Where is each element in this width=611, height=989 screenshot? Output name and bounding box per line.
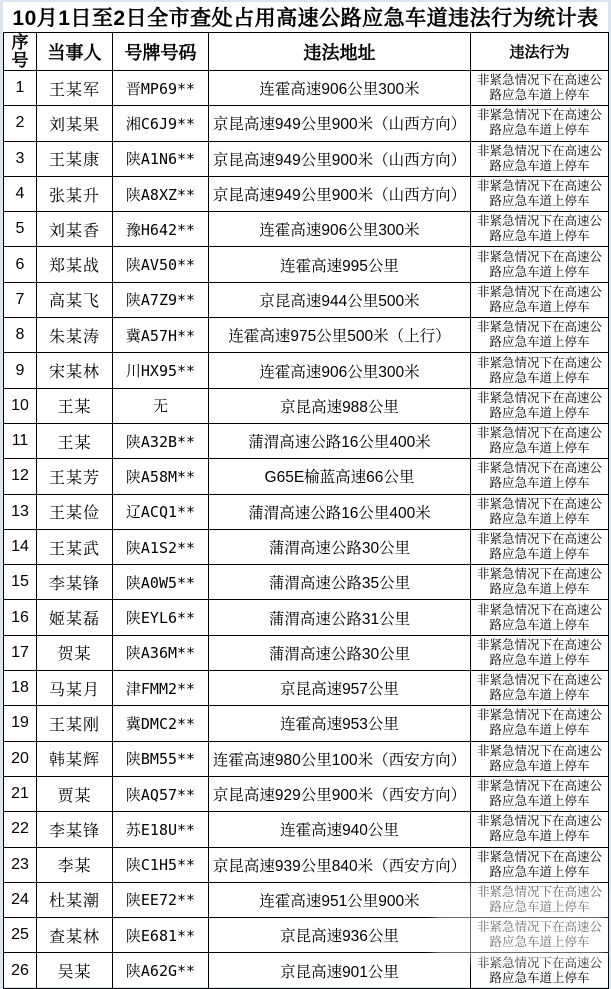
table-row [4,212,609,247]
violation-behavior-cell: 非紧急情况下在高速公路应急车道上停车 [471,847,609,882]
serial-number-cell: 25 [4,918,37,953]
party-name-cell: 姬某磊 [37,600,113,635]
violation-address-cell: 京昆高速988公里 [209,388,471,423]
party-name-cell: 刘某果 [37,106,113,141]
plate-number-cell: 津FMM2** [113,671,209,706]
violation-address-cell: 连霍高速975公里500米（上行） [209,318,471,353]
header-row [4,33,609,71]
plate-number-cell: 陕AQ57** [113,776,209,811]
party-name-cell: 王某武 [37,529,113,564]
violation-behavior-cell: 非紧急情况下在高速公路应急车道上停车 [471,882,609,917]
violation-address-cell: 京昆高速949公里900米（山西方向） [209,176,471,211]
plate-number-cell: 陕A1S2** [113,529,209,564]
violation-behavior-cell: 非紧急情况下在高速公路应急车道上停车 [471,953,609,988]
header-serial-number: 序号 [4,33,37,71]
serial-number-cell: 4 [4,176,37,211]
party-name-cell: 王某 [37,423,113,458]
violation-address-cell: 蒲渭高速公路16公里400米 [209,494,471,529]
violation-address-cell: 京昆高速939公里840米（西安方向） [209,847,471,882]
violation-behavior-cell: 非紧急情况下在高速公路应急车道上停车 [471,459,609,494]
table-row [4,635,609,670]
violation-behavior-cell: 非紧急情况下在高速公路应急车道上停车 [471,812,609,847]
serial-number-cell: 24 [4,882,37,917]
plate-number-cell: 陕E681** [113,918,209,953]
violation-address-cell: 京昆高速944公里500米 [209,282,471,317]
violation-behavior-cell: 非紧急情况下在高速公路应急车道上停车 [471,706,609,741]
serial-number-cell: 23 [4,847,37,882]
plate-number-cell: 川HX95** [113,353,209,388]
party-name-cell: 朱某涛 [37,318,113,353]
plate-number-cell: 陕EYL6** [113,600,209,635]
table-row [4,953,609,988]
table-row [4,671,609,706]
plate-number-cell: 苏E18U** [113,812,209,847]
violation-behavior-cell: 非紧急情况下在高速公路应急车道上停车 [471,529,609,564]
violation-address-cell: 京昆高速901公里 [209,953,471,988]
violation-address-cell: 连霍高速995公里 [209,247,471,282]
party-name-cell: 李某锋 [37,812,113,847]
table-row [4,918,609,953]
serial-number-cell: 26 [4,953,37,988]
party-name-cell: 查某林 [37,918,113,953]
serial-number-cell: 15 [4,565,37,600]
violation-address-cell: G65E榆蓝高速66公里 [209,459,471,494]
serial-number-cell: 10 [4,388,37,423]
plate-number-cell: 陕A8XZ** [113,176,209,211]
table-row [4,247,609,282]
violation-behavior-cell: 非紧急情况下在高速公路应急车道上停车 [471,741,609,776]
table-row [4,318,609,353]
table-row [4,353,609,388]
violation-behavior-cell: 非紧急情况下在高速公路应急车道上停车 [471,494,609,529]
serial-number-cell: 11 [4,423,37,458]
violation-address-cell: 蒲渭高速公路31公里 [209,600,471,635]
violation-address-cell: 连霍高速906公里300米 [209,212,471,247]
serial-number-cell: 16 [4,600,37,635]
table-row [4,776,609,811]
party-name-cell: 郑某战 [37,247,113,282]
violation-address-cell: 连霍高速906公里300米 [209,353,471,388]
violation-behavior-cell: 非紧急情况下在高速公路应急车道上停车 [471,141,609,176]
plate-number-cell: 湘C6J9** [113,106,209,141]
violation-behavior-cell: 非紧急情况下在高速公路应急车道上停车 [471,282,609,317]
plate-number-cell: 陕A1N6** [113,141,209,176]
violation-behavior-cell: 非紧急情况下在高速公路应急车道上停车 [471,176,609,211]
table-row [4,529,609,564]
plate-number-cell: 陕AV50** [113,247,209,282]
serial-number-cell: 5 [4,212,37,247]
party-name-cell: 刘某香 [37,212,113,247]
document-sheet [3,2,608,987]
plate-number-cell: 冀A57H** [113,318,209,353]
serial-number-cell: 3 [4,141,37,176]
party-name-cell: 吴某 [37,953,113,988]
serial-number-cell: 8 [4,318,37,353]
violations-table [3,32,609,989]
table-row [4,106,609,141]
violation-address-cell: 连霍高速906公里300米 [209,71,471,106]
violation-address-cell: 京昆高速936公里 [209,918,471,953]
plate-number-cell: 陕A0W5** [113,565,209,600]
violation-address-cell: 京昆高速949公里900米（山西方向） [209,106,471,141]
plate-number-cell: 陕BM55** [113,741,209,776]
violation-address-cell: 蒲渭高速公路35公里 [209,565,471,600]
header-violation-address: 违法地址 [209,33,471,71]
plate-number-cell: 陕A36M** [113,635,209,670]
party-name-cell: 王某 [37,388,113,423]
party-name-cell: 高某飞 [37,282,113,317]
serial-number-cell: 12 [4,459,37,494]
serial-number-cell: 22 [4,812,37,847]
violation-address-cell: 蒲渭高速公路30公里 [209,529,471,564]
serial-number-cell: 21 [4,776,37,811]
violation-address-cell: 京昆高速949公里900米（山西方向） [209,141,471,176]
party-name-cell: 宋某林 [37,353,113,388]
violation-address-cell: 京昆高速957公里 [209,671,471,706]
party-name-cell: 李某锋 [37,565,113,600]
party-name-cell: 韩某辉 [37,741,113,776]
party-name-cell: 王某俭 [37,494,113,529]
table-row [4,565,609,600]
serial-number-cell: 20 [4,741,37,776]
table-row [4,141,609,176]
party-name-cell: 王某芳 [37,459,113,494]
plate-number-cell: 陕C1H5** [113,847,209,882]
serial-number-cell: 14 [4,529,37,564]
plate-number-cell: 陕EE72** [113,882,209,917]
table-row [4,388,609,423]
plate-number-cell: 晋MP69** [113,71,209,106]
party-name-cell: 李某 [37,847,113,882]
violation-behavior-cell: 非紧急情况下在高速公路应急车道上停车 [471,671,609,706]
party-name-cell: 贾某 [37,776,113,811]
table-row [4,882,609,917]
violation-address-cell: 连霍高速940公里 [209,812,471,847]
violation-behavior-cell: 非紧急情况下在高速公路应急车道上停车 [471,353,609,388]
plate-number-cell: 辽ACQ1** [113,494,209,529]
violation-behavior-cell: 非紧急情况下在高速公路应急车道上停车 [471,776,609,811]
party-name-cell: 马某月 [37,671,113,706]
serial-number-cell: 6 [4,247,37,282]
table-row [4,71,609,106]
serial-number-cell: 18 [4,671,37,706]
violation-behavior-cell: 非紧急情况下在高速公路应急车道上停车 [471,565,609,600]
table-row [4,812,609,847]
table-row [4,741,609,776]
serial-number-cell: 13 [4,494,37,529]
plate-number-cell: 冀DMC2** [113,706,209,741]
header-violation-behavior: 违法行为 [471,33,609,71]
table-row [4,282,609,317]
violation-address-cell: 京昆高速929公里900米（西安方向） [209,776,471,811]
table-header [4,33,609,71]
serial-number-cell: 17 [4,635,37,670]
plate-number-cell: 豫H642** [113,212,209,247]
violation-behavior-cell: 非紧急情况下在高速公路应急车道上停车 [471,318,609,353]
violation-behavior-cell: 非紧急情况下在高速公路应急车道上停车 [471,600,609,635]
serial-number-cell: 9 [4,353,37,388]
serial-number-cell: 19 [4,706,37,741]
violation-behavior-cell: 非紧急情况下在高速公路应急车道上停车 [471,635,609,670]
plate-number-cell: 陕A58M** [113,459,209,494]
party-name-cell: 杜某潮 [37,882,113,917]
party-name-cell: 王某军 [37,71,113,106]
violation-behavior-cell: 非紧急情况下在高速公路应急车道上停车 [471,106,609,141]
header-party-name: 当事人 [37,33,113,71]
table-body [4,71,609,989]
plate-number-cell: 陕A7Z9** [113,282,209,317]
party-name-cell: 贺某 [37,635,113,670]
table-row [4,459,609,494]
plate-number-cell: 无 [113,388,209,423]
violation-address-cell: 连霍高速953公里 [209,706,471,741]
violation-behavior-cell: 非紧急情况下在高速公路应急车道上停车 [471,918,609,953]
violation-address-cell: 连霍高速980公里100米（西安方向） [209,741,471,776]
violation-behavior-cell: 非紧急情况下在高速公路应急车道上停车 [471,423,609,458]
page-title: 10月1日至2日全市查处占用高速公路应急车道违法行为统计表 [12,7,599,30]
party-name-cell: 张某升 [37,176,113,211]
violation-behavior-cell: 非紧急情况下在高速公路应急车道上停车 [471,388,609,423]
violation-address-cell: 连霍高速951公里900米 [209,882,471,917]
table-row [4,176,609,211]
table-row [4,423,609,458]
plate-number-cell: 陕A32B** [113,423,209,458]
plate-number-cell: 陕A62G** [113,953,209,988]
header-plate-number: 号牌号码 [113,33,209,71]
table-row [4,600,609,635]
violation-address-cell: 蒲渭高速公路16公里400米 [209,423,471,458]
party-name-cell: 王某康 [37,141,113,176]
serial-number-cell: 7 [4,282,37,317]
violation-behavior-cell: 非紧急情况下在高速公路应急车道上停车 [471,247,609,282]
party-name-cell: 王某刚 [37,706,113,741]
serial-number-cell: 1 [4,71,37,106]
violation-behavior-cell: 非紧急情况下在高速公路应急车道上停车 [471,71,609,106]
table-row [4,494,609,529]
table-row [4,706,609,741]
violation-behavior-cell: 非紧急情况下在高速公路应急车道上停车 [471,212,609,247]
serial-number-cell: 2 [4,106,37,141]
table-row [4,847,609,882]
violation-address-cell: 蒲渭高速公路30公里 [209,635,471,670]
